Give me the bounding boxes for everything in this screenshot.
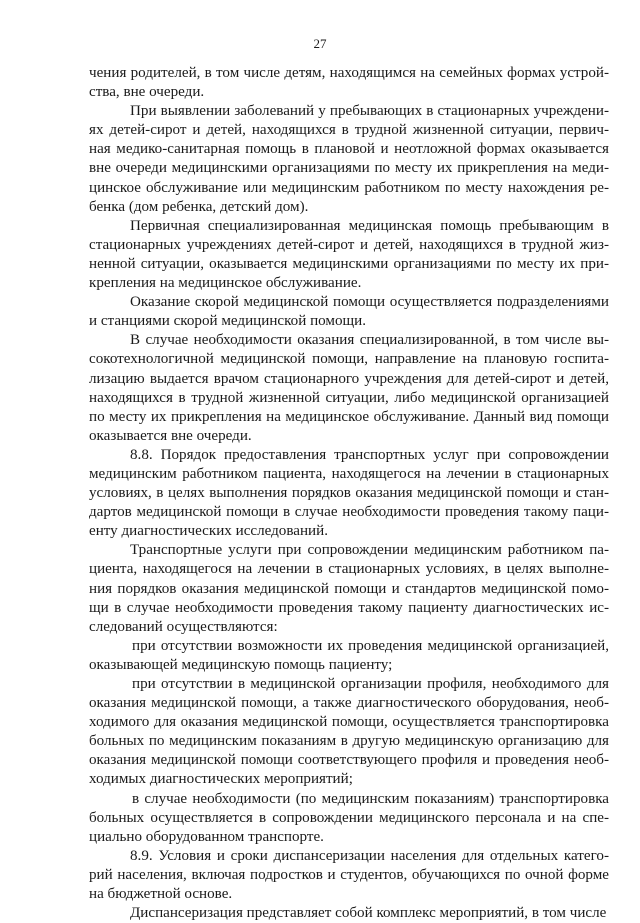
list-item: при отсутствии в медицинской организации профиля, необходимого для оказания медицинской помощи, а также диагностического оборудования, необ-ходимого для оказания медицинской помощи, осуществляется транспортировка больных по медицинским показаниям в другую медицинскую организацию для оказания медицинской помощи соответствующего профиля и проведения необ-ходимых диагностических мероприятий; bbox=[89, 676, 609, 788]
list-item: в случае необходимости (по медицинским показаниям) транспортировка больных осуществляется в сопровождении медицинского персонала и на спе-циально оборудованном транспорте. bbox=[89, 790, 609, 845]
paragraph: Первичная специализированная медицинская помощь пребывающим в стационарных учреждениях детей-сирот и детей, находящихся в трудной жиз-ненной ситуации, оказывается медицинскими организациями по месту их при-крепления на медицинское обслуживание. bbox=[89, 217, 609, 292]
page-body bbox=[89, 64, 609, 923]
paragraph: Диспансеризация представляет собой комплекс мероприятий, в том числе bbox=[130, 905, 607, 922]
section-heading-8-8: 8.8. Порядок предоставления транспортных услуг при сопровождении медицинским работником пациента, находящегося на лечении в стационарных условиях, в целях выполнения порядков оказания медицинской помощи и стан-дартов медицинской помощи в случае необходимости проведения такому паци-енту диагностических исследований. bbox=[89, 446, 609, 540]
paragraph: При выявлении заболеваний у пребывающих в стационарных учреждени-ях детей-сирот и детей, находящихся в трудной жизненной ситуации, первич-ная медико-санитарная помощь в плановой и неотложной формах оказывается вне очереди медицинскими организациями по месту их прикрепления на меди-цинское обслуживание или медицинским работником по месту нахождения ре-бенка (дом ребенка, детский дом). bbox=[89, 103, 609, 215]
page-number: 27 bbox=[313, 36, 327, 51]
paragraph: В случае необходимости оказания специализированной, в том числе вы-сокотехнологичной медицинской помощи, направление на плановую госпита-лизацию выдается врачом стационарного учреждения для детей-сирот и детей, находящихся в трудной жизненной ситуации, либо медицинской организацией по месту их прикрепления на медицинское обслуживание. Данный вид помощи оказывается вне очереди. bbox=[89, 332, 609, 444]
paragraph: Оказание скорой медицинской помощи осуществляется подразделениями и станциями скорой медицинской помощи. bbox=[89, 294, 609, 330]
paragraph: чения родителей, в том числе детям, находящимся на семейных формах устрой-ства, вне очереди. bbox=[89, 65, 609, 101]
section-heading-8-9: 8.9. Условия и сроки диспансеризации населения для отдельных катего-рий населения, включая подростков и студентов, обучающихся по очной форме на бюджетной основе. bbox=[89, 847, 609, 903]
list-item: при отсутствии возможности их проведения медицинской организацией, оказывающей медицинскую помощь пациенту; bbox=[89, 637, 609, 673]
paragraph: Транспортные услуги при сопровождении медицинским работником па-циента, находящегося на лечении в стационарных условиях, в целях выполне-ния порядков оказания медицинской помощи и стандартов медицинской помо-щи в случае необходимости проведения такому пациенту диагностических ис-следований осуществляются: bbox=[89, 542, 609, 635]
